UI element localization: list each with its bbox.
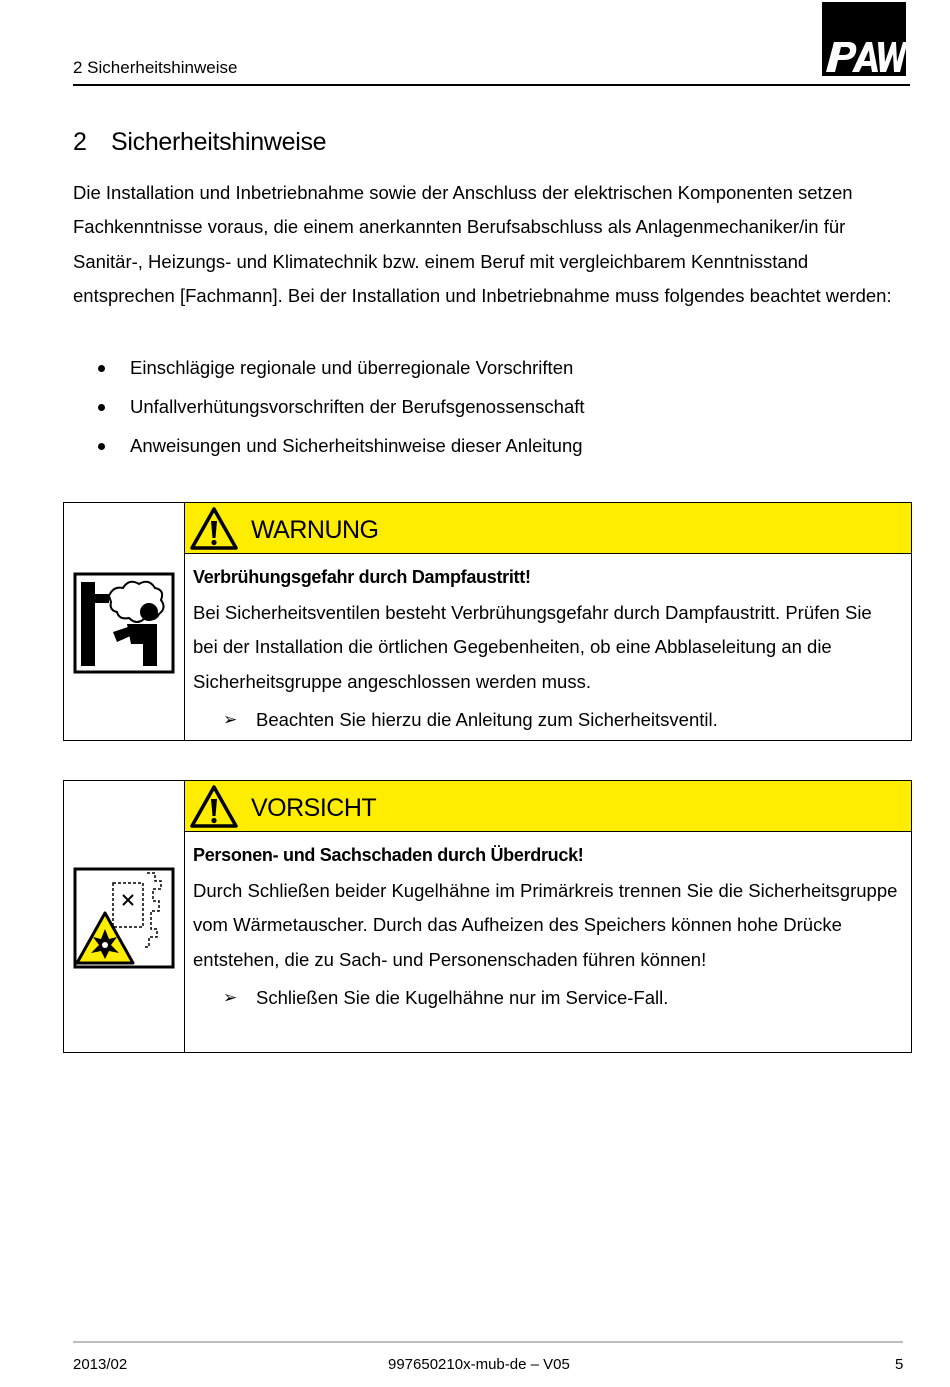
list-item: Einschlägige regionale und überregionale Vorschriften <box>73 352 585 391</box>
intro-paragraph: Die Installation und Inbetriebnahme sowie der Anschluss der elektrischen Komponenten setzen Fachkenntnisse voraus, die einem anerkannten Berufsabschluss als Anlagenmechaniker/in für Sanitär-, Heizungs- und Klimatechnik bzw. einem Beruf mit vergleichbarem Kenntnisstand entsprechen [Fachmann]. Bei der Installation und Inbetriebnahme muss folgendes beachtet werden: <box>73 182 892 306</box>
requirements-list <box>73 352 585 469</box>
warning-body <box>193 561 901 737</box>
signal-band <box>185 503 911 554</box>
warning-action: ➢ Beachten Sie hierzu die Anleitung zum Sicherheitsventil. <box>193 703 901 737</box>
warning-triangle-icon <box>190 785 238 828</box>
svg-text:PAW: PAW <box>864 32 867 33</box>
footer-rule <box>73 1341 903 1343</box>
heading-number: 2 <box>73 128 87 156</box>
warning-text: Bei Sicherheitsventilen besteht Verbrühungsgefahr durch Dampfaustritt. Prüfen Sie bei der Installation die örtlichen Gegebenheiten, ob eine Abblaseleitung an die Sicherheitsgruppe angeschlossen werden muss. <box>193 602 872 692</box>
header-section-title: 2 Sicherheitshinweise <box>73 58 238 77</box>
footer-doc-id: 997650210x-mub-de – V05 <box>388 1356 570 1373</box>
signal-word: VORSICHT <box>251 794 377 822</box>
warning-text: Durch Schließen beider Kugelhähne im Primärkreis trennen Sie die Sicherheitsgruppe vom Wärmetauscher. Durch das Aufheizen des Speichers können hohe Drücke entstehen, die zu Sach- und Personenschaden führen können! <box>193 880 898 970</box>
header-rule <box>73 84 910 86</box>
page-heading <box>73 128 326 157</box>
arrow-bullet-icon: ➢ <box>223 987 238 1007</box>
signal-word: WARNUNG <box>251 516 379 544</box>
warning-subheading: Personen- und Sachschaden durch Überdruck! <box>193 845 584 865</box>
warning-box-vorsicht <box>63 780 912 1053</box>
page-number: 5 <box>895 1356 904 1373</box>
warning-action: ➢ Schließen Sie die Kugelhähne nur im Service-Fall. <box>193 981 901 1015</box>
arrow-bullet-icon: ➢ <box>223 709 238 729</box>
warning-box-warnung <box>63 502 912 741</box>
heading-title: Sicherheitshinweise <box>111 128 327 156</box>
list-item: Anweisungen und Sicherheitshinweise dieser Anleitung <box>73 430 585 469</box>
bullet-icon <box>98 365 105 372</box>
bullet-icon <box>98 443 105 450</box>
warning-body <box>193 839 901 1015</box>
warning-subheading: Verbrühungsgefahr durch Dampfaustritt! <box>193 567 531 587</box>
warning-pictogram <box>64 503 185 740</box>
warning-pictogram <box>64 781 185 1052</box>
explosion-hazard-icon <box>73 867 175 969</box>
warning-triangle-icon <box>190 507 238 550</box>
list-item: Unfallverhütungsvorschriften der Berufsgenossenschaft <box>73 391 585 430</box>
steam-hazard-icon <box>73 572 175 674</box>
signal-band <box>185 781 911 832</box>
footer-date: 2013/02 <box>73 1356 128 1373</box>
paw-logo <box>822 2 906 76</box>
bullet-icon <box>98 404 105 411</box>
